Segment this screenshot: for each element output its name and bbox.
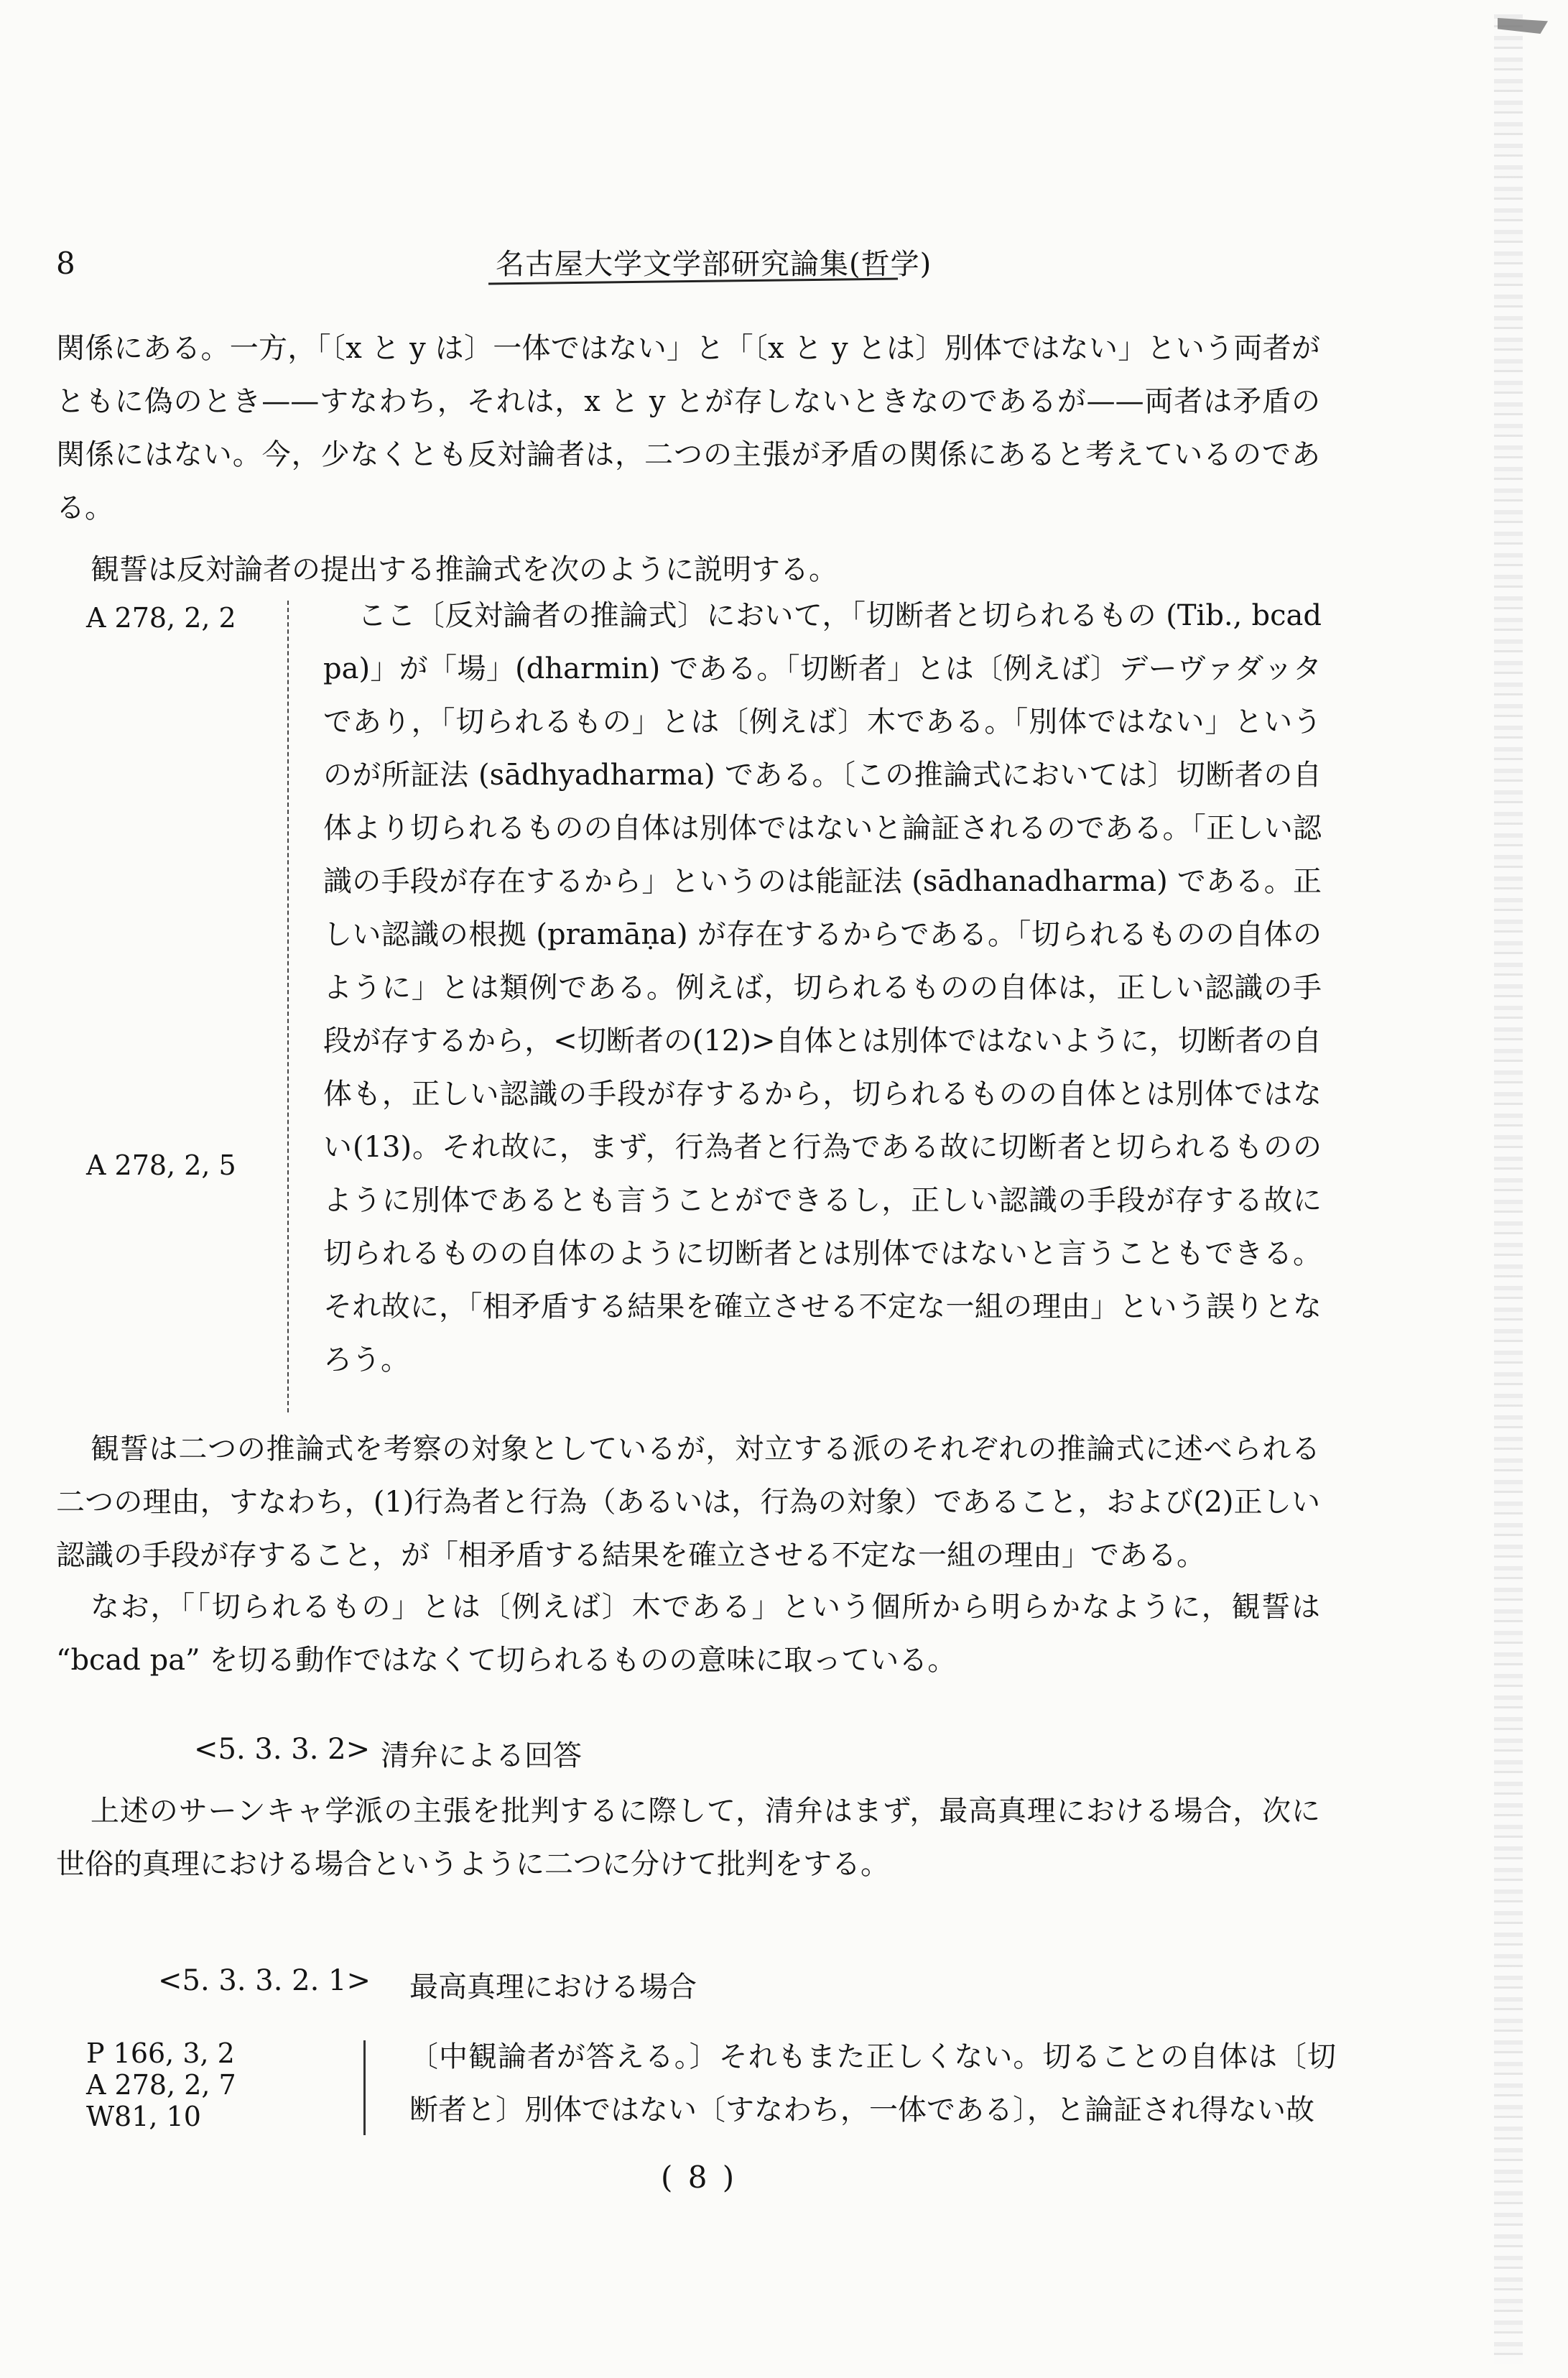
quotation-solid-rule: [363, 2040, 366, 2135]
quoted-answer: 〔中観論者が答える。〕それもまた正しくない。切ることの自体は〔切断者と〕別体ではない〔すなわち，一体である〕，と論証され得ない故: [409, 2040, 1336, 2127]
section-title-5-3-3-2: 清弁による回答: [381, 1739, 582, 1772]
footer-page-number: ( 8 ): [661, 2160, 738, 2195]
paragraph-3: 観誓は二つの推論式を考察の対象としているが，対立する派のそれぞれの推論式に述べられる二つの理由，すなわち，(1)行為者と行為（あるいは，行為の対象）であること，および(2)正しい認識の手段が存すること，が「相矛盾する結果を確立させる不定な一組の理由」である。: [56, 1433, 1320, 1572]
section-number-5-3-3-2-1: <5. 3. 3. 2. 1>: [158, 1964, 371, 1997]
section-title-5-3-3-2-1: 最高真理における場合: [409, 1971, 697, 2004]
section-number-5-3-3-2: <5. 3. 3. 2>: [194, 1733, 371, 1766]
page-number: 8: [56, 246, 75, 281]
quotation-dashed-rule: [287, 601, 289, 1412]
reference-a-278-2-5: A 278, 2, 5: [86, 1149, 236, 1181]
reference-p-166-3-2: P 166, 3, 2: [86, 2037, 235, 2069]
paragraph-5: 上述のサーンキャ学派の主張を批判するに際して，清弁はまず，最高真理における場合，次に世俗的真理における場合というように二つに分けて批判をする。: [56, 1795, 1320, 1881]
paragraph-4: なお，「「切られるもの」とは〔例えば〕木である」という個所から明らかなように，観誓は “bcad pa” を切る動作ではなくて切られるものの意味に取っている。: [56, 1591, 1320, 1677]
running-title: 名古屋大学文学部研究論集(哲学): [496, 248, 932, 281]
reference-list: [86, 2037, 236, 2132]
paragraph-1: 関係にある。一方，「〔x と y は〕一体ではない」と「〔x と y とは〕別体ではない」という両者がともに偽のとき——すなわち，それは，x と y とが存しないときなのであるが——両者は矛盾の関係にはない。今，少なくとも反対論者は，二つの主張が矛盾の関係にあると考えているのである。: [56, 332, 1320, 524]
reference-w81-10: W81, 10: [86, 2101, 201, 2132]
quoted-commentary-block: ここ〔反対論者の推論式〕において，「切断者と切られるもの (Tib., bcad pa)」が「場」(dharmin) である。「切断者」とは〔例えば〕デーヴァダッタであり，「切られるもの」とは〔例えば〕木である。「別体ではない」というのが所証法 (sādhyadharma) である。〔この推論式においては〕切断者の自体より切られるものの自体は別体ではないと論証されるのである。「正しい認識の手段が存在するから」というのは能証法 (sādhanadharma) である。正しい認識の根拠 (pramāṇa) が存在するからである。「切られるものの自体のように」とは類例である。例えば，切られるものの自体は，正しい認識の手段が存するから，<切断者の(12)>自体とは別体ではないように，切断者の自体も，正しい認識の手段が存するから，切られるものの自体とは別体ではない(13)。それ故に，まず，行為者と行為である故に切断者と切られるもののように別体であるとも言うことができるし，正しい認識の手段が存する故に切られるものの自体のように切断者とは別体ではないと言うこともできる。それ故に，「相矛盾する結果を確立させる不定な一組の理由」という誤りとなろう。: [323, 599, 1322, 1377]
scan-edge-strip: [1494, 14, 1523, 2364]
paragraph-2: 観誓は反対論者の提出する推論式を次のように説明する。: [91, 553, 838, 586]
reference-a-278-2-7: A 278, 2, 7: [86, 2069, 236, 2101]
reference-a-278-2-2: A 278, 2, 2: [86, 602, 236, 634]
